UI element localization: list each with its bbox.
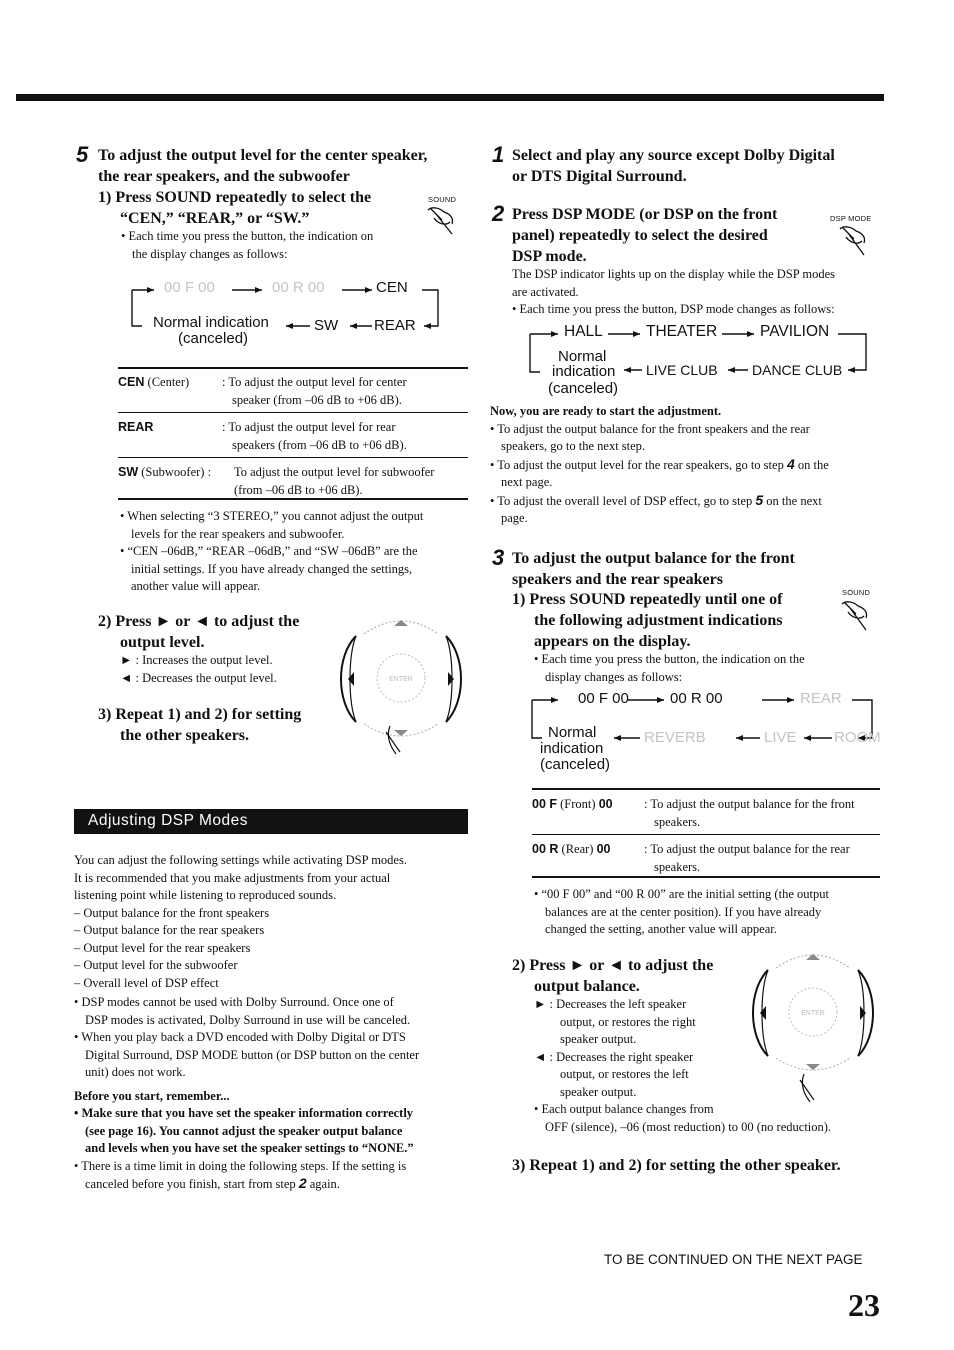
note: • Each time you press the button, the indication on the display changes as follows:: [534, 652, 805, 684]
step-number: 3: [492, 545, 505, 570]
flow-rear: REAR: [800, 690, 842, 707]
flow-canceled: (canceled): [548, 380, 619, 397]
top-rule: [16, 94, 884, 101]
step-number: 5: [76, 142, 89, 167]
note-item: • When you play back a DVD encoded with Dolby Digital or DTS Digital Surround, DSP MODE button (or DSP button on the center unit) does not work.: [74, 1030, 420, 1079]
ready-heading: Now, you are ready to start the adjustment.: [490, 404, 722, 418]
step-number: 2: [492, 201, 505, 226]
sound-label: SOUND: [428, 195, 457, 204]
flow-normal: Normal: [558, 348, 607, 365]
indication-flow: [120, 274, 460, 354]
substep-heading: 3) Repeat 1) and 2) for setting the other speakers.: [98, 706, 302, 744]
note: • “00 F 00” and “00 R 00” are the initial setting (the output balances are at the center position). If you have already changed the setting, another value will appear.: [534, 887, 829, 936]
step-heading: To adjust the output balance for the front speakers and the rear speakers: [512, 550, 795, 588]
sound-label: SOUND: [842, 588, 871, 597]
section-notes: [74, 994, 474, 1194]
flow-room: ROOM: [834, 729, 881, 746]
flow-r: 00 R 00: [670, 690, 723, 707]
definition-row: 00 R (Rear) 00 : To adjust the output balance for the rear speakers.: [532, 842, 850, 874]
note-item: • There is a time limit in doing the following steps. If the setting is canceled before you finish, start from step 2 again.: [74, 1158, 407, 1191]
continued-note: TO BE CONTINUED ON THE NEXT PAGE: [604, 1252, 863, 1267]
flow-pavilion: PAVILION: [760, 323, 830, 340]
list-item: – Output level for the rear speakers: [74, 940, 251, 955]
notes-list: [120, 508, 470, 596]
list-item: – Output balance for the rear speakers: [74, 923, 265, 937]
definition-row: 00 F (Front) 00 : To adjust the output balance for the front speakers.: [532, 797, 855, 829]
step-heading: Select and play any source except Dolby Digital or DTS Digital Surround.: [512, 147, 835, 185]
substep-heading: 1) Press SOUND repeatedly until one of the following adjustment indications appears on the display.: [512, 591, 783, 650]
list-item: – Output balance for the front speakers: [74, 905, 270, 920]
flow-f: 00 F 00: [164, 279, 215, 296]
ready-notes: [490, 403, 890, 528]
list-item: – Overall level of DSP effect: [74, 975, 219, 990]
arrow-legend: ► : Decreases the left speaker output, or restores the right speaker output. ◄ : Decreases the right speaker output, or restores the left speaker output. • Each output balance changes from OFF (silence), –06 (most reduction) to 00 (no reduction).: [534, 997, 832, 1134]
note-item: • DSP modes cannot be used with Dolby Surround. Once one of DSP modes is activated, Dolby Surround in use will be canceled.: [74, 995, 411, 1027]
note: • Each time you press the button, the indication on the display changes as follows:: [121, 229, 374, 261]
substep-heading: 1) Press SOUND repeatedly to select the “CEN,” “REAR,” or “SW.”: [98, 189, 372, 227]
dsp-mode-flow: [526, 320, 876, 400]
balance-flow: [528, 688, 880, 780]
note-item: • To adjust the overall level of DSP effect, go to step 5 on the next page.: [490, 491, 822, 525]
flow-f: 00 F 00: [578, 690, 629, 707]
step-heading: To adjust the output level for the center speaker, the rear speakers, and the subwoofer: [98, 147, 428, 185]
hand-press-icon: [836, 223, 872, 265]
flow-reverb: REVERB: [644, 729, 706, 746]
hand-press-icon: [838, 598, 874, 640]
flow-normal: Normal: [548, 724, 597, 741]
flow-sw: SW: [314, 317, 339, 334]
note-item: • When selecting “3 STEREO,” you cannot adjust the output levels for the rear speakers and subwoofer.: [120, 509, 424, 541]
note-item: • “CEN –06dB,” “REAR –06dB,” and “SW –06dB” are the initial settings. If you have already changed the settings, another value will appear.: [120, 544, 418, 593]
flow-normal: Normal indication: [153, 314, 269, 331]
enter-label: ENTER: [801, 1010, 825, 1017]
note-item: • To adjust the output balance for the front speakers and the rear speakers, go to the next step.: [490, 421, 810, 453]
table-rule: [118, 367, 468, 369]
table-rule: [118, 498, 468, 500]
before-heading: Before you start, remember...: [74, 1088, 230, 1103]
warning-item: • Make sure that you have set the speaker information correctly (see page 16). You cannot adjust the speaker output balance and levels when you have set the speaker settings to “NONE.”: [74, 1106, 414, 1155]
substep-heading: 2) Press ► or ◄ to adjust the output balance.: [512, 957, 714, 995]
flow-indication: indication: [540, 740, 604, 757]
table-rule: [532, 788, 880, 790]
flow-cen: CEN: [376, 279, 408, 296]
page-number: 23: [848, 1287, 880, 1323]
cursor-pad-icon: [746, 940, 880, 1110]
step-number: 1: [492, 142, 505, 167]
definition-table: [118, 373, 468, 499]
dsp-mode-label: DSP MODE: [830, 214, 872, 223]
flow-theater: THEATER: [646, 323, 718, 340]
definition-row: CEN (Center) : To adjust the output level for center speaker (from –06 dB to +06 dB).: [118, 375, 407, 407]
cursor-pad-icon: [334, 606, 468, 766]
section-intro: You can adjust the following settings while activating DSP modes. It is recommended that you make adjustments from your actual listening point while listening to reproduced sounds. – Output balance for the front speakers – Output balance for the rear speakers – Output level for the rear speakers – Output level for the subwoofer – Overall level of DSP effect: [74, 852, 474, 992]
flow-canceled: (canceled): [178, 330, 249, 347]
list-item: – Output level for the subwoofer: [74, 958, 238, 972]
table-rule: [532, 876, 880, 878]
dsp-paragraph: The DSP indicator lights up on the display while the DSP modes are activated. • Each time you press the button, DSP mode changes as follows:: [512, 267, 836, 316]
definition-row: REAR : To adjust the output level for rear speakers (from –06 dB to +06 dB).: [118, 420, 407, 452]
note-item: • To adjust the output level for the rear speakers, go to step 4 on the next page.: [490, 455, 829, 489]
step-heading: Press DSP MODE (or DSP on the front panel) repeatedly to select the desired DSP mode.: [512, 206, 778, 265]
flow-hall: HALL: [564, 323, 603, 340]
substep-heading: 2) Press ► or ◄ to adjust the output level.: [98, 613, 300, 651]
flow-live-club: LIVE CLUB: [646, 362, 718, 378]
definition-table: [532, 795, 880, 876]
flow-dance-club: DANCE CLUB: [752, 362, 843, 378]
section-header: Adjusting DSP Modes: [74, 809, 468, 834]
flow-canceled: (canceled): [540, 756, 611, 773]
substep-heading: 3) Repeat 1) and 2) for setting the other speaker.: [512, 1157, 841, 1174]
flow-r: 00 R 00: [272, 279, 325, 296]
flow-live: LIVE: [764, 729, 797, 746]
definition-row: SW (Subwoofer) : To adjust the output level for subwoofer (from –06 dB to +06 dB).: [118, 465, 435, 497]
arrow-legend: ► : Increases the output level. ◄ : Decreases the output level.: [120, 653, 277, 685]
flow-indication: indication: [552, 363, 616, 380]
enter-label: ENTER: [389, 676, 413, 683]
flow-rear: REAR: [374, 317, 416, 334]
